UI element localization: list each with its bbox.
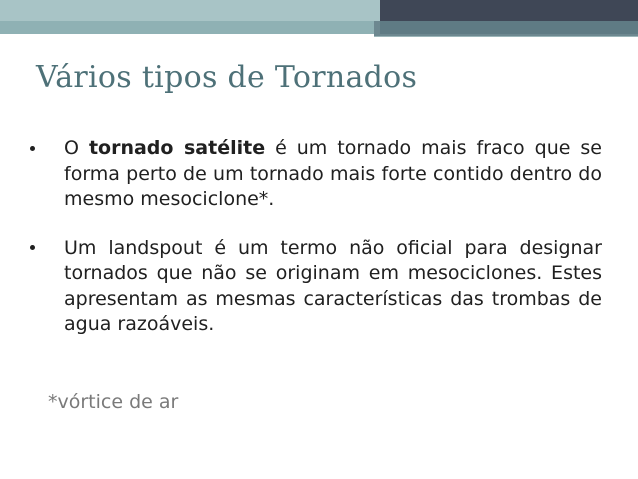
header-band-dark: [380, 0, 638, 21]
bullet-dot-icon: [26, 136, 64, 162]
slide-body: [26, 136, 602, 361]
bullet1-bold-term: tornado satélite: [88, 137, 266, 159]
bullet-dot-icon: [26, 236, 64, 262]
footnote: *vórtice de ar: [48, 391, 179, 413]
bullet1-rest: é um tornado mais fraco que se forma perto de um tornado mais forte contido dentro do mesmo mesociclone*.: [64, 137, 602, 210]
bullet2-text: Um landspout é um termo não oficial para designar tornados que não se originam em mesociclones. Estes apresentam as mesmas características das trombas de agua razoáveis.: [64, 236, 602, 335]
bullet-item-satellite-tornado: [26, 136, 602, 213]
bullet-item-landspout: [26, 236, 602, 338]
header-divider-line: [374, 36, 638, 37]
slide-title: Vários tipos de Tornados: [36, 60, 418, 95]
bullet1-prefix: O: [64, 137, 89, 159]
header-band-notch-inner: [380, 21, 638, 34]
